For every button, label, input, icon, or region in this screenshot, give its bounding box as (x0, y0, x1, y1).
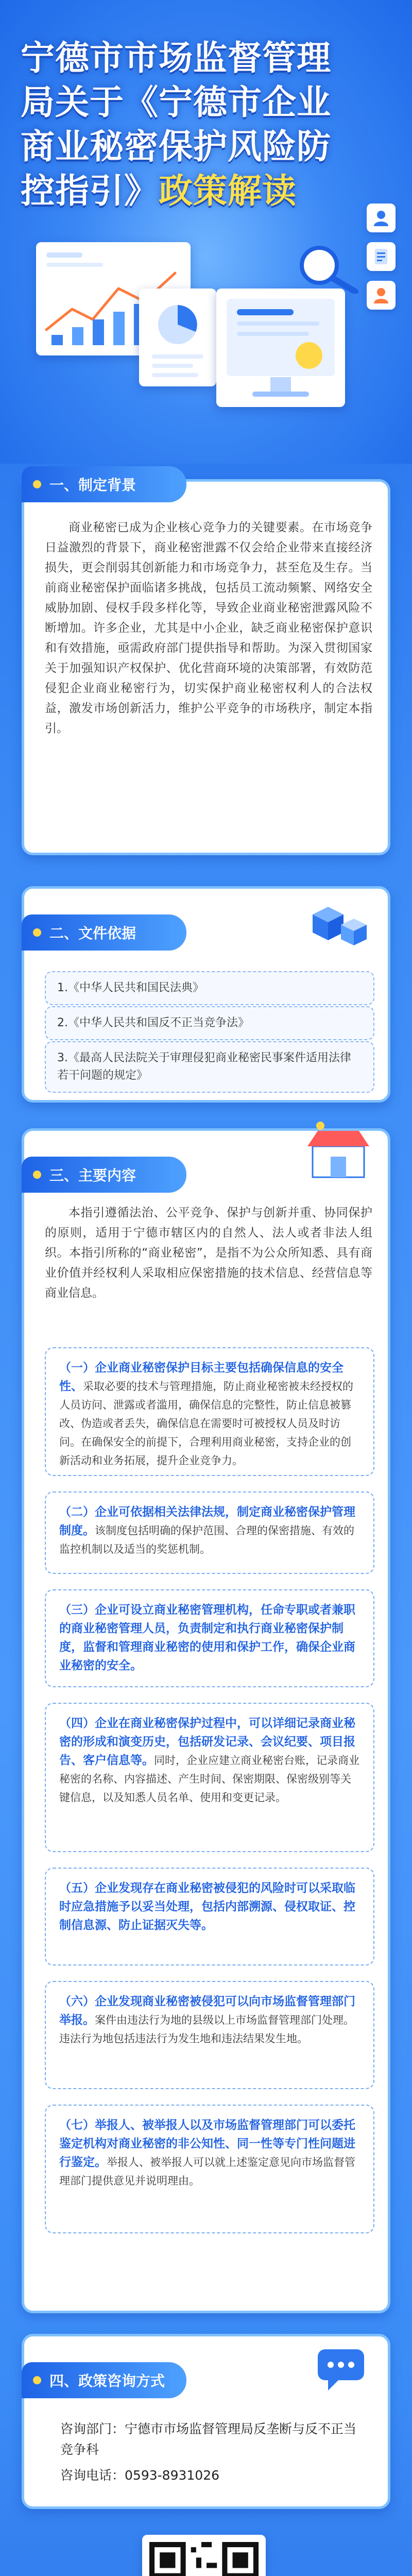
point-heading: （三）企业可设立商业秘密管理机构，任命专职或者兼职的商业秘密管理人员，负责制定和执行商业秘密保护制度，监督和管理商业秘密的使用和保护工作，确保企业商业秘密的安全。 (59, 1603, 355, 1672)
law-item: 3.《最高人民法院关于审理侵犯商业秘密民事案件适用法律若干问题的规定》 (45, 1041, 374, 1093)
section-label: 二、文件依据 (49, 925, 136, 942)
person-icon (367, 281, 396, 310)
content-point (45, 1492, 374, 1574)
department-label: 咨询部门： (60, 2421, 125, 2436)
section-heading-contact (22, 2362, 186, 2398)
bullet-dot-icon (33, 480, 41, 488)
section-background (22, 479, 390, 855)
bullet-dot-icon (33, 2376, 41, 2384)
magnifier-icon (288, 242, 371, 294)
monitor-card (216, 289, 345, 407)
cubes-icon (292, 894, 374, 956)
main-intro-paragraph: 本指引遵循法治、公平竞争、保护与创新并重、协同保护的原则，适用于宁德市辖区内的自然人、法人或者非法人组织。本指引所称的“商业秘密”，是指不为公众所知悉、具有商业价值并经权利人采取相应保密措施的技术信息、经营信息等商业信息。 (45, 1206, 372, 1300)
content-point (45, 1981, 374, 2089)
pie-chart-icon (139, 289, 216, 386)
title-line-2: 局关于《宁德市企业 (21, 82, 331, 122)
title-line-4-text: 控指引》 (21, 171, 159, 211)
bullet-dot-icon (33, 1171, 41, 1179)
user-icon (367, 204, 396, 232)
content-point (45, 1589, 374, 1687)
title-line-4 (21, 169, 397, 213)
point-heading: （一）企业商业秘密保护目标主要包括确保信息的安全性、 (59, 1361, 344, 1393)
phone-label: 咨询电话： (60, 2468, 125, 2483)
contact-phone (60, 2465, 369, 2486)
section-heading-main (22, 1157, 186, 1193)
point-text: 采取必要的技术与管理措施，防止商业秘密被未经授权的人员访问、泄露或者滥用，确保信息的完整性，防止信息被篡改、伪造或者丢失，确保信息在需要时可被授权人员及时访问。在确保安全的前提下，合理利用商业秘密，支持企业的创新活动和业务拓展，提升企业竞争力。 (59, 1380, 353, 1467)
section-label: 四、政策咨询方式 (49, 2372, 165, 2389)
document-card (139, 289, 216, 386)
point-heading: （二）企业可依据相关法律法规，制定商业秘密保护管理制度。 (59, 1505, 355, 1537)
section-label: 三、主要内容 (49, 1167, 136, 1184)
bullet-dot-icon (33, 928, 41, 937)
section-heading-background (22, 466, 186, 502)
title-line-1: 宁德市市场监督管理 (21, 38, 331, 78)
section-contact (22, 2334, 390, 2509)
point-text: 该制度包括明确的保护范围、合理的保密措施、有效的监控机制以及适当的奖惩机制。 (59, 1524, 354, 1555)
background-paragraph: 商业秘密已成为企业核心竞争力的关键要素。在市场竞争日益激烈的背景下，商业秘密泄露不仅会给企业带来直接经济损失，更会削弱其创新能力和市场竞争力，甚至危及生存。当前商业秘密保护面临诸多挑战，包括员工流动频繁、网络安全威胁加剧、侵权手段多样化等，导致企业商业秘密泄露风险不断增加。许多企业，尤其是中小企业，缺乏商业秘密保护意识和有效措施，亟需政府部门提供指导和帮助。为深入贯彻国家关于加强知识产权保护、优化营商环境的决策部署，有效防范侵犯企业商业秘密行为，切实保护商业秘密权利人的合法权益，激发市场创新活力，维护公平竞争的市场秩序，制定本指引。 (45, 521, 372, 735)
section-heading-basis (22, 914, 186, 951)
title-highlight: 政策解读 (159, 171, 297, 211)
qr-code[interactable] (142, 2535, 266, 2576)
section-main-content (22, 1128, 390, 2313)
title-line-3: 商业秘密保护风险防 (21, 127, 331, 166)
monitor-icon (216, 289, 345, 407)
page-title (21, 36, 397, 213)
header-banner (0, 0, 412, 464)
document-icon (367, 242, 396, 271)
phone-value[interactable]: 0593-8931026 (125, 2468, 219, 2483)
point-text: 同时，企业应建立商业秘密台账，记录商业秘密的名称、内容描述、产生时间、保密期限、保密级别等关键信息，以及知悉人员名单、使用和变更记录。 (59, 1754, 359, 1804)
department-value: 宁德市市场监督管理局反垄断与反不正当竞争科 (60, 2421, 357, 2457)
contact-department (60, 2419, 369, 2460)
shop-icon (297, 1115, 380, 1188)
law-item: 2.《中华人民共和国反不正当竞争法》 (45, 1006, 374, 1040)
left-building-illustration (0, 2555, 118, 2576)
point-text: 举报人、被举报人可以就上述鉴定意见向市场监督管理部门提供意见并说明理由。 (59, 2156, 355, 2187)
point-heading: （六）企业发现商业秘密被侵犯可以向市场监督管理部门举报。 (59, 1995, 355, 2027)
content-point (45, 2105, 374, 2233)
qr-code-icon (149, 2542, 259, 2576)
content-point (45, 1868, 374, 1965)
content-point (45, 1347, 374, 1476)
law-item: 1.《中华人民共和国民法典》 (45, 971, 374, 1005)
point-heading: （七）举报人、被举报人以及市场监督管理部门可以委托鉴定机构对商业秘密的非公知性、同一性等专门性问题进行鉴定。 (59, 2119, 355, 2169)
point-text: 案件由违法行为地的县级以上市场监督管理部门处理。违法行为地包括违法行为发生地和违法结果发生地。 (59, 2014, 354, 2045)
right-building-illustration (294, 2555, 412, 2576)
point-heading: （四）企业在商业秘密保护过程中，可以详细记录商业秘密的形成和演变历史，包括研发记录、会议纪要、项目报告、客户信息等。 (59, 1717, 355, 1767)
point-heading: （五）企业发现存在商业秘密被侵犯的风险时可以采取临时应急措施予以妥当处理，包括内部溯源、侵权取证、控制信息源、防止证据灭失等。 (59, 1882, 355, 1932)
section-basis (22, 886, 390, 1103)
section-label: 一、制定背景 (49, 477, 136, 494)
content-point (45, 1703, 374, 1852)
chat-bubble-icon (313, 2342, 374, 2398)
